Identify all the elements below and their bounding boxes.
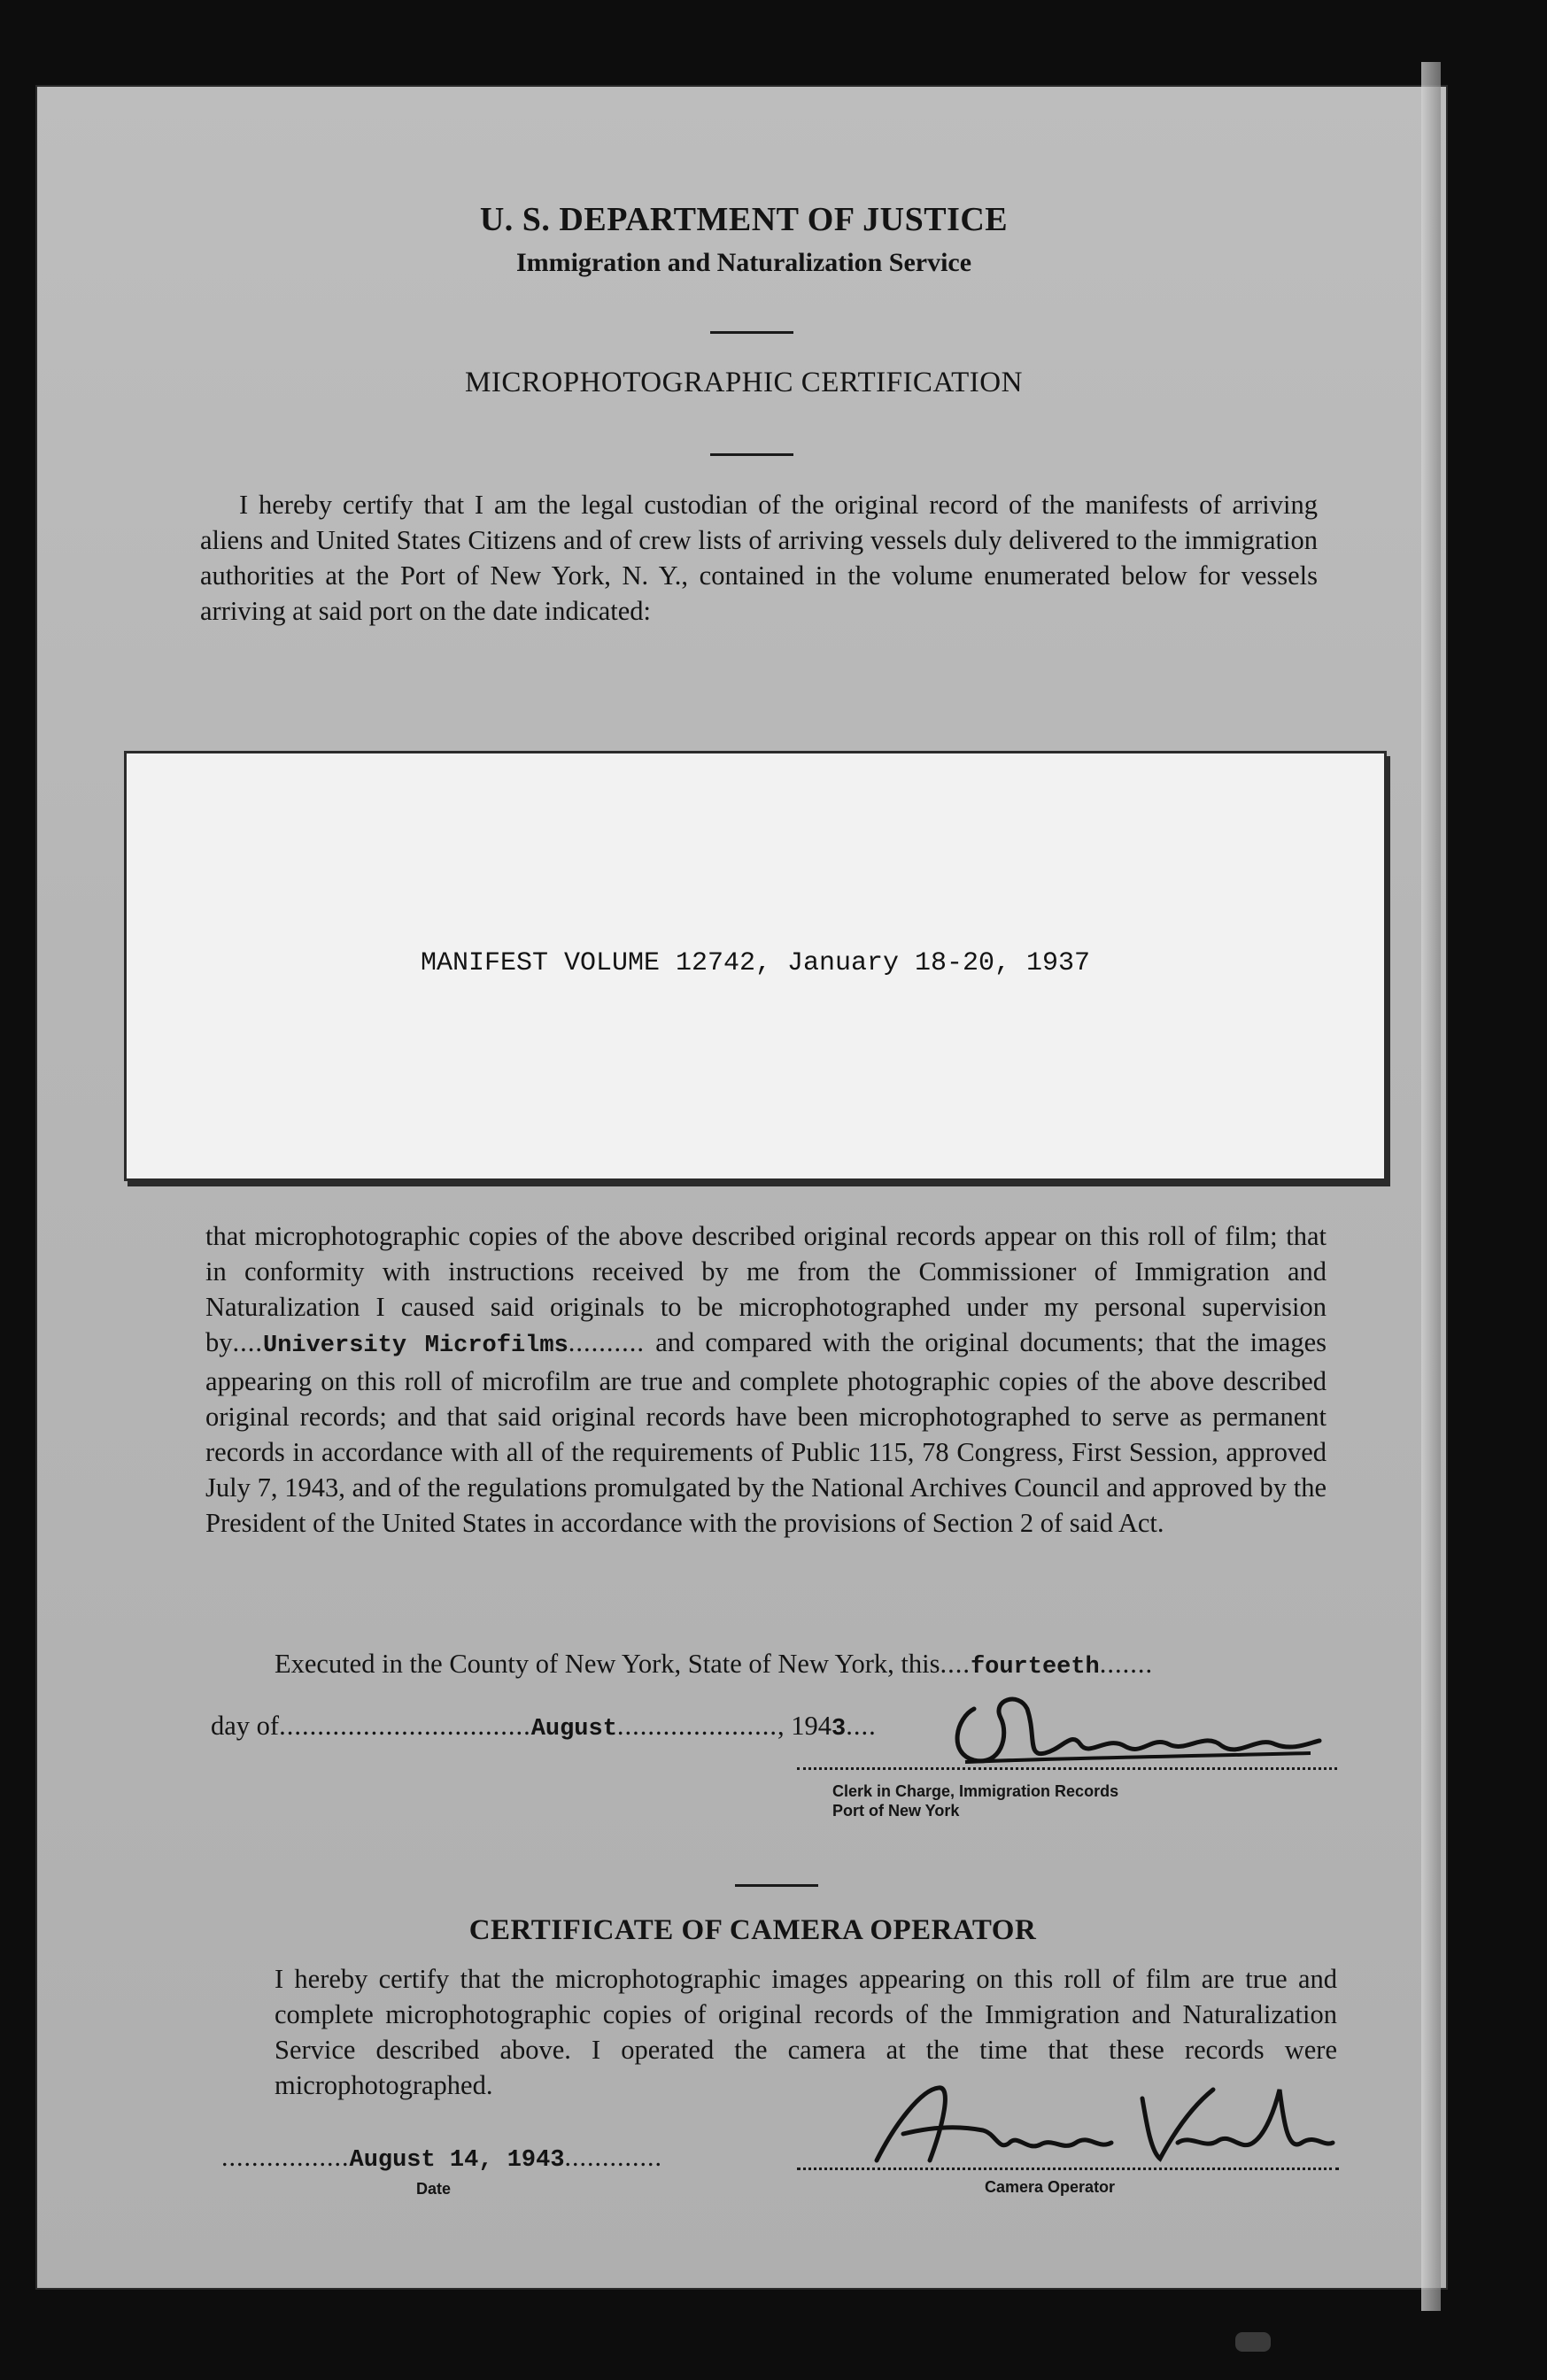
- camera-operator-heading: CERTIFICATE OF CAMERA OPERATOR: [468, 1914, 1037, 1946]
- clerk-signature-line: [797, 1767, 1337, 1770]
- camera-operator-signature: [841, 2072, 1337, 2178]
- clerk-title-line2: Port of New York: [832, 1802, 960, 1820]
- execution-lead: Executed in the County of New York, State of New York, this: [275, 1649, 940, 1679]
- photographer-name: University Microfilms: [263, 1333, 569, 1359]
- date-line: .................August 14, 1943.............: [221, 2143, 663, 2174]
- manifest-slip: [124, 751, 1387, 1181]
- film-perforation: [1477, 97, 1484, 122]
- certification-body: that microphotographic copies of the above described original records appear on this roll of film; that in conformity with instructions received by me from the Commissioner of Immigration and Naturalization I caused said originals to be microphotographed under my personal supervision by....University Microfilms.......... and compared with the original documents; that the images appearing on this roll of microfilm are true and complete photographic copies of the above described original records; and that said original records have been microphotographed to serve as permanent records in accordance with all of the requirements of Public 115, 78 Congress, First Session, approved July 7, 1943, and of the regulations promulgated by the National Archives Council and approved by the President of the United States in accordance with the provisions of Section 2 of said Act.: [205, 1221, 1327, 1538]
- divider: [710, 453, 793, 456]
- service-subheading: Immigration and Naturalization Service: [515, 248, 972, 277]
- camera-operator-signature-line: [797, 2168, 1339, 2170]
- manifest-volume: MANIFEST VOLUME 12742, January 18-20, 1937: [420, 948, 1091, 978]
- body-text-before: that microphotographic copies of the above described original records appear on this roll of film; that in conformity with instructions received by me from the Commissioner of Immigration and Naturalization I caused said originals to be microphotographed under my personal supervision by: [205, 1221, 1327, 1357]
- execution-year-digit: 3: [832, 1716, 847, 1742]
- divider: [710, 331, 793, 334]
- day-of-label: day of: [211, 1711, 280, 1741]
- execution-line: Executed in the County of New York, State of New York, this....fourteeth.......: [275, 1649, 1154, 1681]
- execution-day: fourteeth: [970, 1654, 1100, 1681]
- camera-operator-label: Camera Operator: [985, 2178, 1116, 2196]
- date-label: Date: [416, 2180, 452, 2198]
- document-sheet: [35, 85, 1448, 2290]
- film-blemish: [1235, 2332, 1271, 2352]
- film-edge: [1421, 62, 1441, 2311]
- certification-title: MICROPHOTOGRAPHIC CERTIFICATION: [465, 367, 1023, 398]
- clerk-signature: [939, 1682, 1328, 1780]
- department-heading: U. S. DEPARTMENT OF JUSTICE: [479, 201, 1009, 238]
- clerk-title: [832, 1781, 1118, 1820]
- execution-month: August: [530, 1716, 617, 1742]
- camera-operator-paragraph: I hereby certify that the microphotographic images appearing on this roll of film are true and complete microphotographic copies of original records of the Immigration and Naturalization Service described above. I operated the camera at the time that these records were microphotographed.: [275, 1964, 1337, 2100]
- intro-paragraph: I hereby certify that I am the legal custodian of the original record of the manifests of arriving aliens and United States Citizens and of crew lists of arriving vessels duly delivered to the immigration authorities at the Port of New York, N. Y., contained in the volume enumerated below for vessels arriving at said port on the date indicated:: [200, 490, 1318, 626]
- camera-date-value: August 14, 1943: [349, 2147, 565, 2174]
- body-text-after: and compared with the original documents; that the images appearing on this roll of microfilm are true and complete photographic copies of the above described original records; and that said original records have been microphotographed to serve as permanent records in accordance with all of the requirements of Public 115, 78 Congress, First Session, approved July 7, 1943, and of the regulations promulgated by the National Archives Council and approved by the President of the United States in accordance with the provisions of Section 2 of said Act.: [205, 1327, 1327, 1538]
- execution-year-prefix: , 194: [777, 1711, 832, 1741]
- clerk-title-line1: Clerk in Charge, Immigration Records: [832, 1782, 1119, 1800]
- divider: [735, 1884, 818, 1887]
- day-of-line: day of.................................August....................., 1943....: [211, 1711, 877, 1742]
